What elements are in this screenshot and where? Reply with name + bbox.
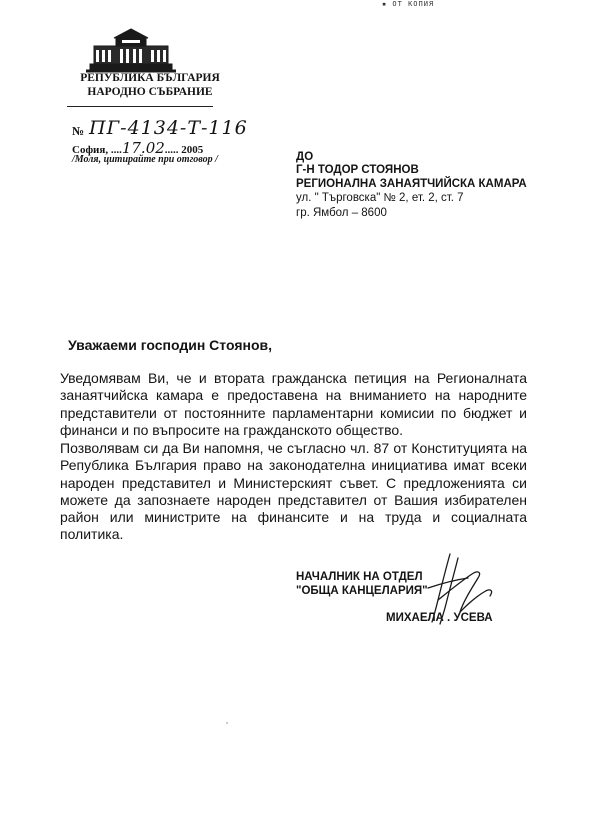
addressee-organization: РЕГИОНАЛНА ЗАНАЯТЧИЙСКА КАМАРА bbox=[296, 178, 527, 190]
letter-salutation: Уважаеми господин Стоянов, bbox=[68, 337, 273, 353]
reference-number-value: ПГ-4134-Т-116 bbox=[89, 117, 248, 139]
body-paragraph-2: Позволявам си да Ви напомня, че съгласно чл. 87 от Конституцията на Република България право на законодателна инициатива имат всеки народен представител и Министерският съвет. С предложенията си можете да запознаете народен представител от Вашия избирателен район или министрите на финансите и на труда и социалната политика. bbox=[60, 440, 527, 543]
parliament-building-icon bbox=[86, 26, 176, 74]
reference-number-label: № bbox=[72, 124, 85, 138]
body-paragraph-1: Уведомявам Ви, че и втората гражданска петиция на Регионалната занаятчийска камара е предоставена на вниманието на народните представители от постоянните парламентарни комисии по бюджет и финанси и по въпросите на гражданското общество. bbox=[60, 370, 527, 438]
date-suffix: ..... 2005 bbox=[164, 144, 204, 156]
date-prefix: София, .... bbox=[72, 144, 122, 156]
signatory-title-line-1: НАЧАЛНИК НА ОТДЕЛ bbox=[296, 571, 423, 583]
stray-ink-mark: ʼ bbox=[226, 721, 228, 731]
signatory-name: МИХАЕЛА . УСЕВА bbox=[386, 612, 493, 624]
reply-citation-note: /Моля, цитирайте при отговор / bbox=[72, 154, 218, 165]
addressee-city: гр. Ямбол – 8600 bbox=[296, 207, 387, 219]
header-divider bbox=[67, 106, 213, 107]
scan-top-mark: ▪ ОТ КОПИЯ bbox=[382, 0, 435, 8]
addressee-street: ул. " Търговска" № 2, ет. 2, ст. 7 bbox=[296, 192, 464, 204]
org-institution-name: НАРОДНО СЪБРАНИЕ bbox=[87, 86, 213, 98]
addressee-name: Г-Н ТОДОР СТОЯНОВ bbox=[296, 164, 419, 176]
addressee-to: ДО bbox=[296, 151, 314, 163]
handwritten-signature bbox=[420, 548, 500, 628]
date-value: 17.02 bbox=[121, 139, 165, 157]
signatory-title-line-2: "ОБЩА КАНЦЕЛАРИЯ" bbox=[296, 585, 428, 597]
org-country-name: РЕПУБЛИКА БЪЛГАРИЯ bbox=[80, 72, 220, 84]
